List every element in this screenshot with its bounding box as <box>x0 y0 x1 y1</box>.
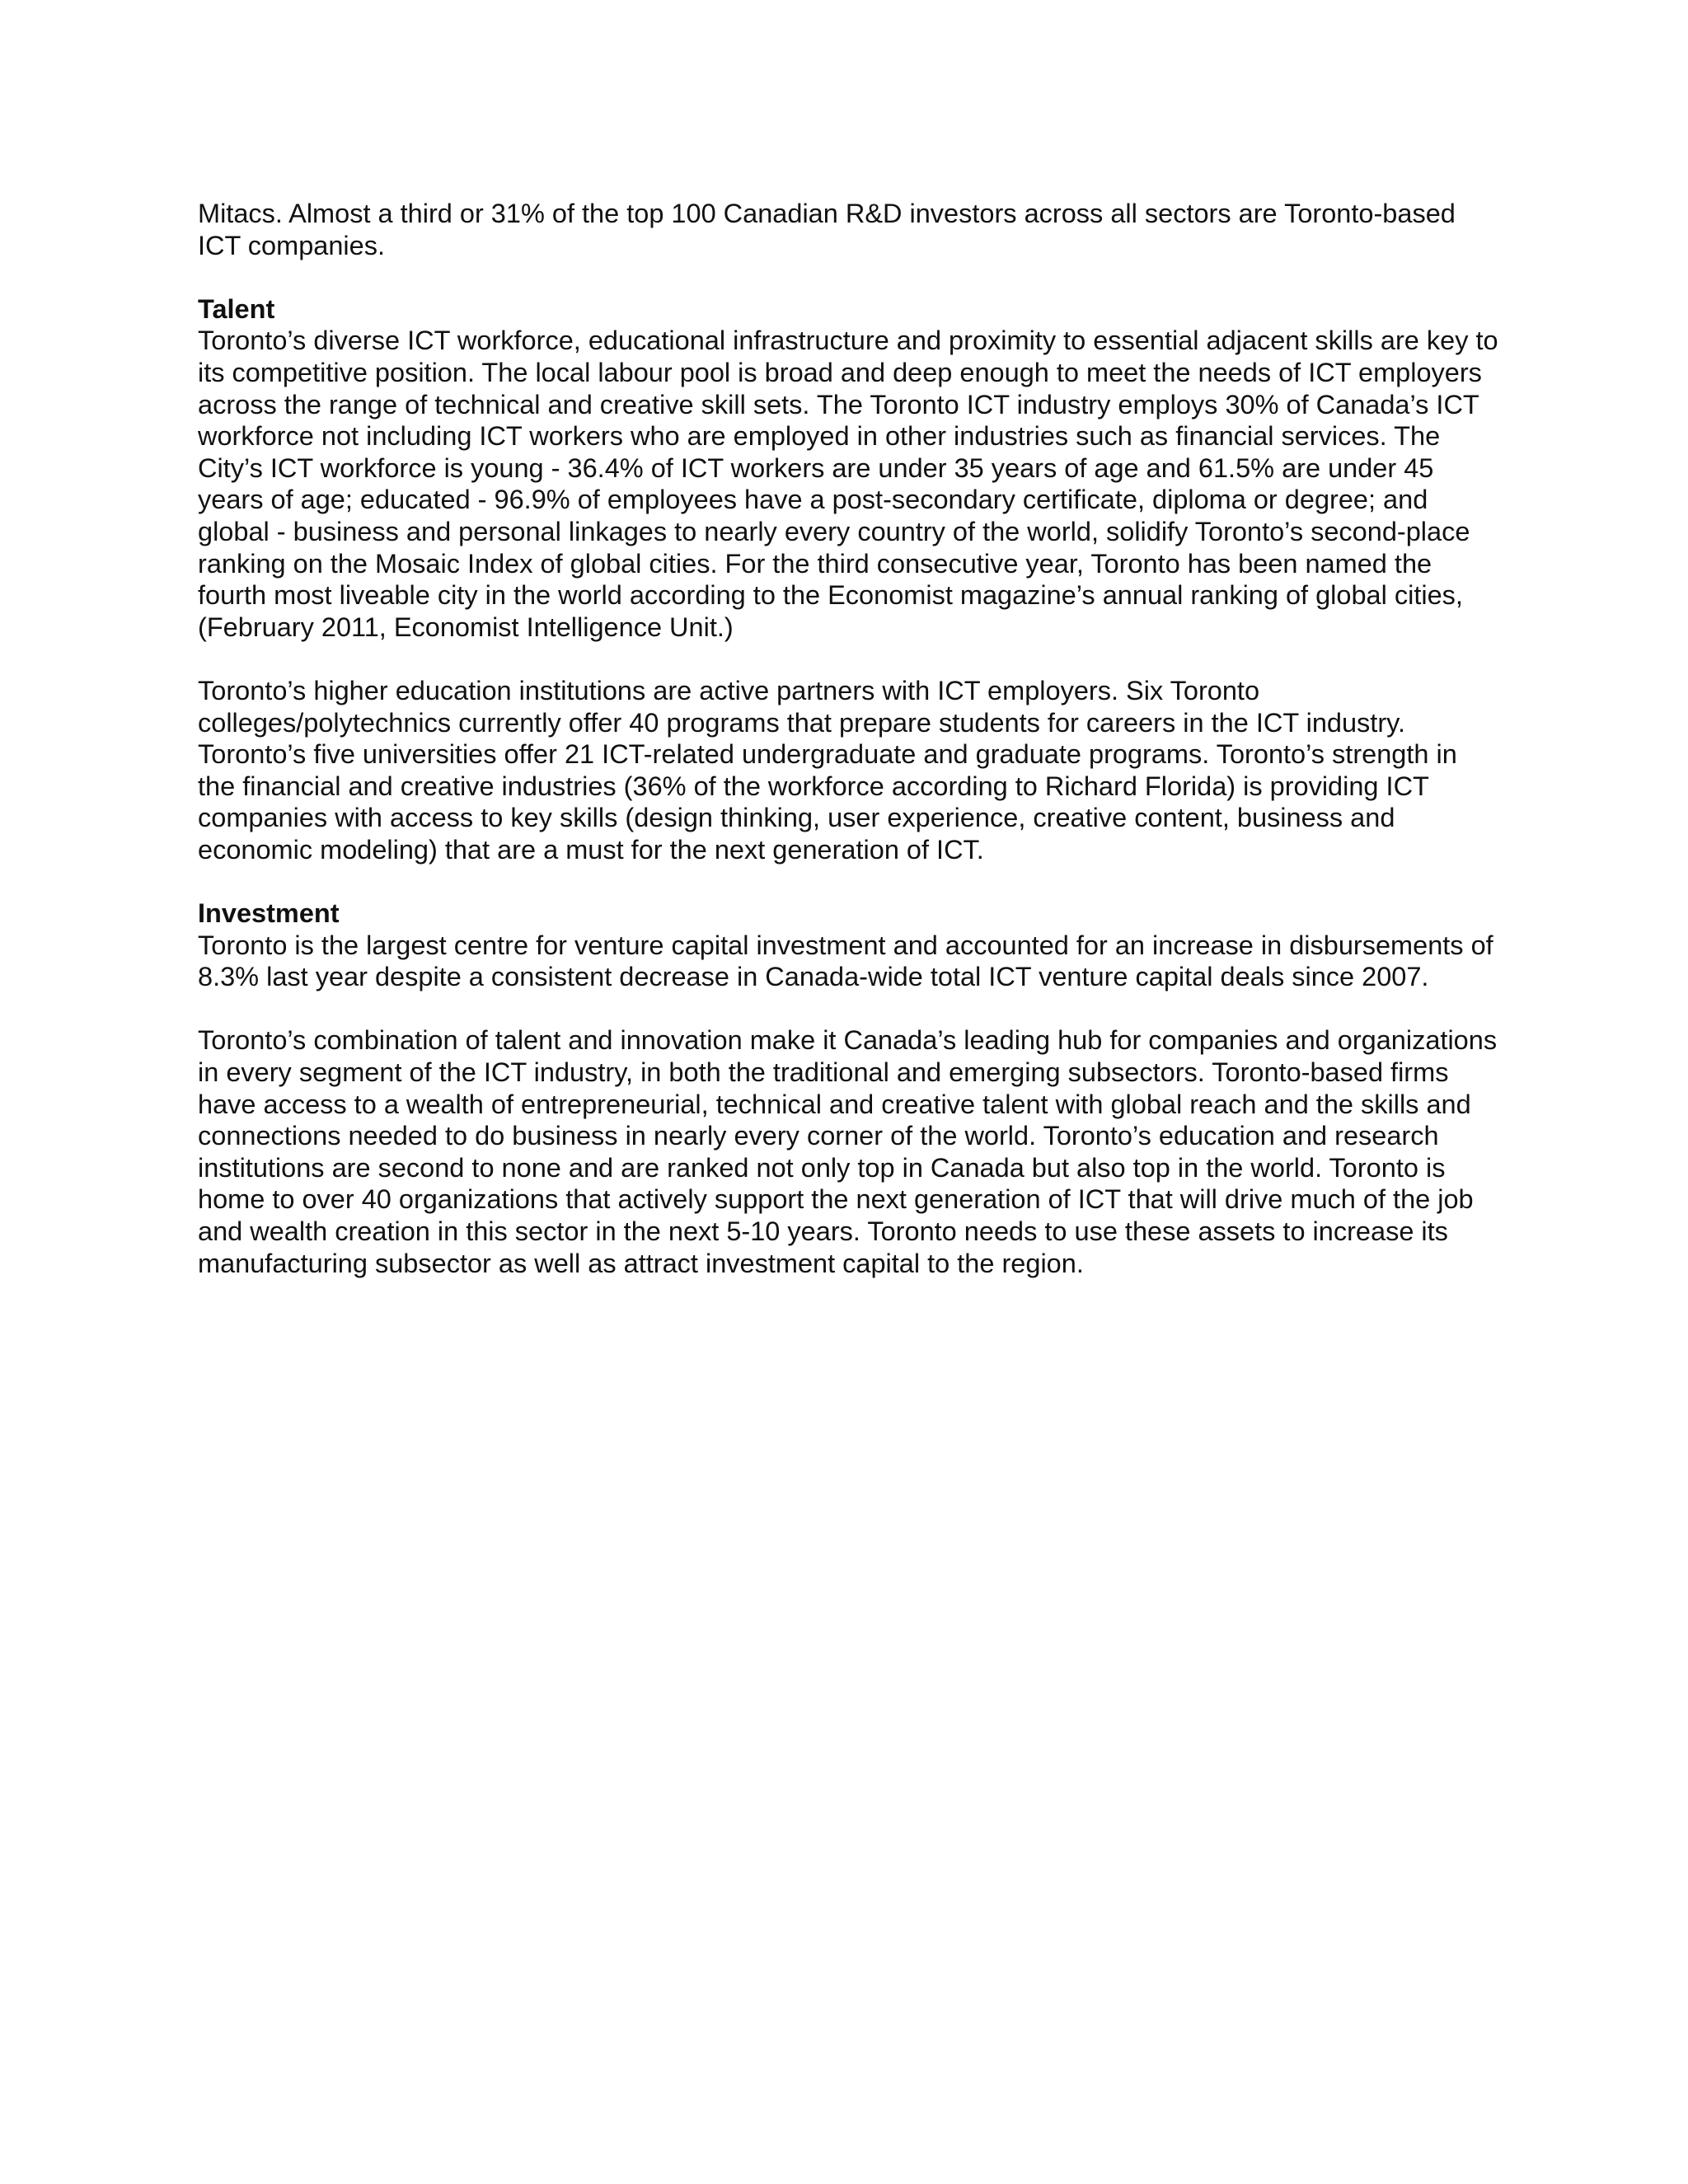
talent-paragraph-2: Toronto’s higher education institutions are active partners with ICT employers. Six Toronto colleges/polytechnics currently offer 40 programs that prepare students for careers in the ICT industry. Toronto’s five universities offer 21 ICT-related undergraduate and graduate programs. Toronto’s strength in the financial and creative industries (36% of the workforce according to Richard Florida) is providing ICT companies with access to key skills (design thinking, user experience, creative content, business and economic modeling) that are a must for the next generation of ICT. <box>198 675 1457 865</box>
investment-paragraph-2: Toronto’s combination of talent and innovation make it Canada’s leading hub for companies and organizations in every segment of the ICT industry, in both the traditional and emerging subsectors. Toronto-based firms have access to a wealth of entrepreneurial, technical and creative talent with global reach and the skills and connections needed to do business in nearly every corner of the world. Toronto’s education and research institutions are second to none and are ranked not only top in Canada but also top in the world. Toronto is home to over 40 organizations that actively support the next generation of ICT that will drive much of the job and wealth creation in this sector in the next 5-10 years. Toronto needs to use these assets to increase its manufacturing subsector as well as attract investment capital to the region. <box>198 1025 1498 1278</box>
intro-paragraph: Mitacs. Almost a third or 31% of the top 100 Canadian R&D investors across all sectors are Toronto-based ICT companies. <box>198 199 1456 260</box>
section-heading-talent: Talent <box>198 293 275 324</box>
investment-paragraph-1: Toronto is the largest centre for venture capital investment and accounted for an increase in disbursements of 8.3% last year despite a consistent decrease in Canada-wide total ICT venture capital deals since 2007. <box>198 930 1493 992</box>
talent-paragraph-1: Toronto’s diverse ICT workforce, educational infrastructure and proximity to essential adjacent skills are key to its competitive position. The local labour pool is broad and deep enough to meet the needs of ICT employers across the range of technical and creative skill sets. The Toronto ICT industry employs 30% of Canada’s ICT workforce not including ICT workers who are employed in other industries such as financial services. The City’s ICT workforce is young - 36.4% of ICT workers are under 35 years of age and 61.5% are under 45 years of age; educated - 96.9% of employees have a post-secondary certificate, diploma or degree; and global - business and personal linkages to nearly every country of the world, solidify Toronto’s second-place ranking on the Mosaic Index of global cities. For the third consecutive year, Toronto has been named the fourth most liveable city in the world according to the Economist magazine’s annual ranking of global cities, (February 2011, Economist Intelligence Unit.) <box>198 326 1498 642</box>
document-body <box>198 198 1500 1311</box>
section-heading-investment: Investment <box>198 898 340 929</box>
